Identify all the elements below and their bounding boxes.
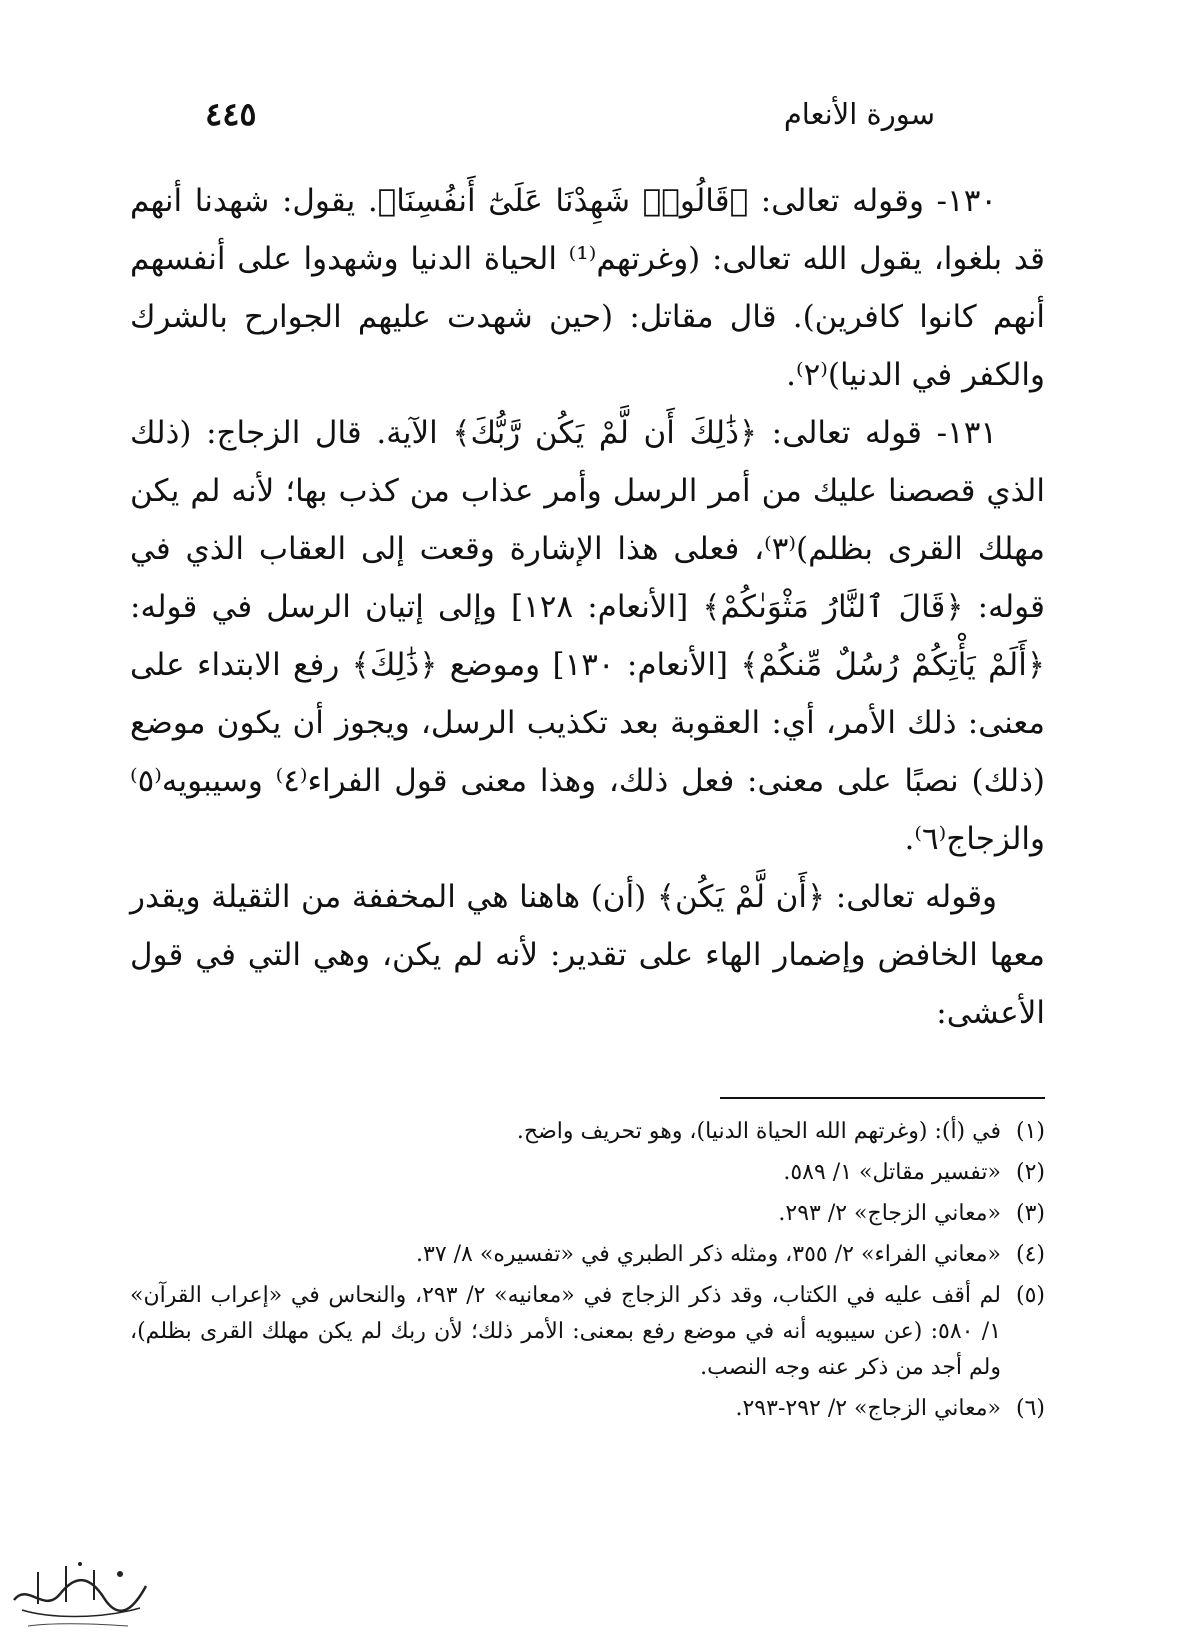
footnote-text: «تفسير مقاتل» ١/ ٥٨٩. [783, 1160, 1001, 1185]
footnote-number: (٣) [1015, 1201, 1045, 1226]
footnote-text: «معاني الزجاج» ٢/ ٢٩٢-٢٩٣. [735, 1396, 1001, 1421]
footnote-text: في (أ): (وغرتهم الله الحياة الدنيا)، وهو تحريف واضح. [516, 1119, 1001, 1144]
footnotes [130, 1114, 1045, 1432]
footnote-item [130, 1155, 1045, 1191]
footnote-number: (٥) [1015, 1283, 1045, 1308]
publisher-stamp-icon [8, 1552, 150, 1634]
footnote-item [130, 1114, 1045, 1150]
footnote-number: (٤) [1015, 1242, 1045, 1267]
footnote-number: (١) [1015, 1119, 1045, 1144]
footnote-text: «معاني الفراء» ٢/ ٣٥٥، ومثله ذكر الطبري في «تفسيره» ٨/ ٣٧. [416, 1242, 1001, 1267]
surah-title: سورة الأنعام [783, 97, 935, 131]
paragraph-verse-131: ١٣١- قوله تعالى: ﴿ذَٰلِكَ أَن لَّمْ يَكُن رَّبُّكَ﴾ الآية. قال الزجاج: (ذلك الذي قصصنا عليك من أمر الرسل وأمر عذاب من كذب بها؛ لأنه لم يكن مهلك القرى بظلم)⁽٣⁾، فعلى هذا الإشارة وقعت إلى العقاب الذي في قوله: ﴿قَالَ ٱلنَّارُ مَثْوَىٰكُمْ﴾ [الأنعام: ١٢٨] وإلى إتيان الرسل في قوله: ﴿أَلَمْ يَأْتِكُمْ رُسُلٌ مِّنكُمْ﴾ [الأنعام: ١٣٠] وموضع ﴿ذَٰلِكَ﴾ رفع الابتداء على معنى: ذلك الأمر، أي: العقوبة بعد تكذيب الرسل، ويجوز أن يكون موضع (ذلك) نصبًا على معنى: فعل ذلك، وهذا معنى قول الفراء⁽٤⁾ وسيبويه⁽٥⁾ والزجاج⁽٦⁾. [130, 415, 1046, 857]
page-header [205, 92, 935, 142]
footnote-separator [720, 1097, 1045, 1099]
main-text [130, 172, 1045, 1042]
footnote-text: «معاني الزجاج» ٢/ ٢٩٣. [778, 1201, 1001, 1226]
footnote-number: (٦) [1015, 1396, 1045, 1421]
footnote-item [130, 1196, 1045, 1232]
paragraph-an-lam-yakun: وقوله تعالى: ﴿أَن لَّمْ يَكُن﴾ (أن) هاهنا هي المخففة من الثقيلة ويقدر معها الخافض وإضمار الهاء على تقدير: لأنه لم يكن، وهي التي في قول الأعشى: [130, 879, 1045, 1031]
footnote-number: (٢) [1015, 1160, 1045, 1185]
page-number: ٤٤٥ [205, 95, 257, 133]
paragraph-verse-130: ١٣٠- وقوله تعالى: ﴿قَالُوا۟ شَهِدْنَا عَلَىٰٓ أَنفُسِنَا﴾. يقول: شهدنا أنهم قد بلغوا، يقول الله تعالى: (وغرتهم⁽¹⁾ الحياة الدنيا وشهدوا على أنفسهم أنهم كانوا كافرين). قال مقاتل: (حين شهدت عليهم الجوارح بالشرك والكفر في الدنيا)⁽٢⁾. [130, 183, 1045, 393]
footnote-text: لم أقف عليه في الكتاب، وقد ذكر الزجاج في «معانيه» ٢/ ٢٩٣، والنحاس في «إعراب القرآن» ١/ ٥٨٠: (عن سيبويه أنه في موضع رفع بمعنى: الأمر ذلك؛ لأن ربك لم يكن مهلك القرى بظلم)، ولم أجد من ذكر عنه وجه النصب. [130, 1283, 1002, 1380]
footnote-item [130, 1391, 1045, 1427]
footnote-item [130, 1278, 1045, 1386]
footnote-item [130, 1237, 1045, 1273]
